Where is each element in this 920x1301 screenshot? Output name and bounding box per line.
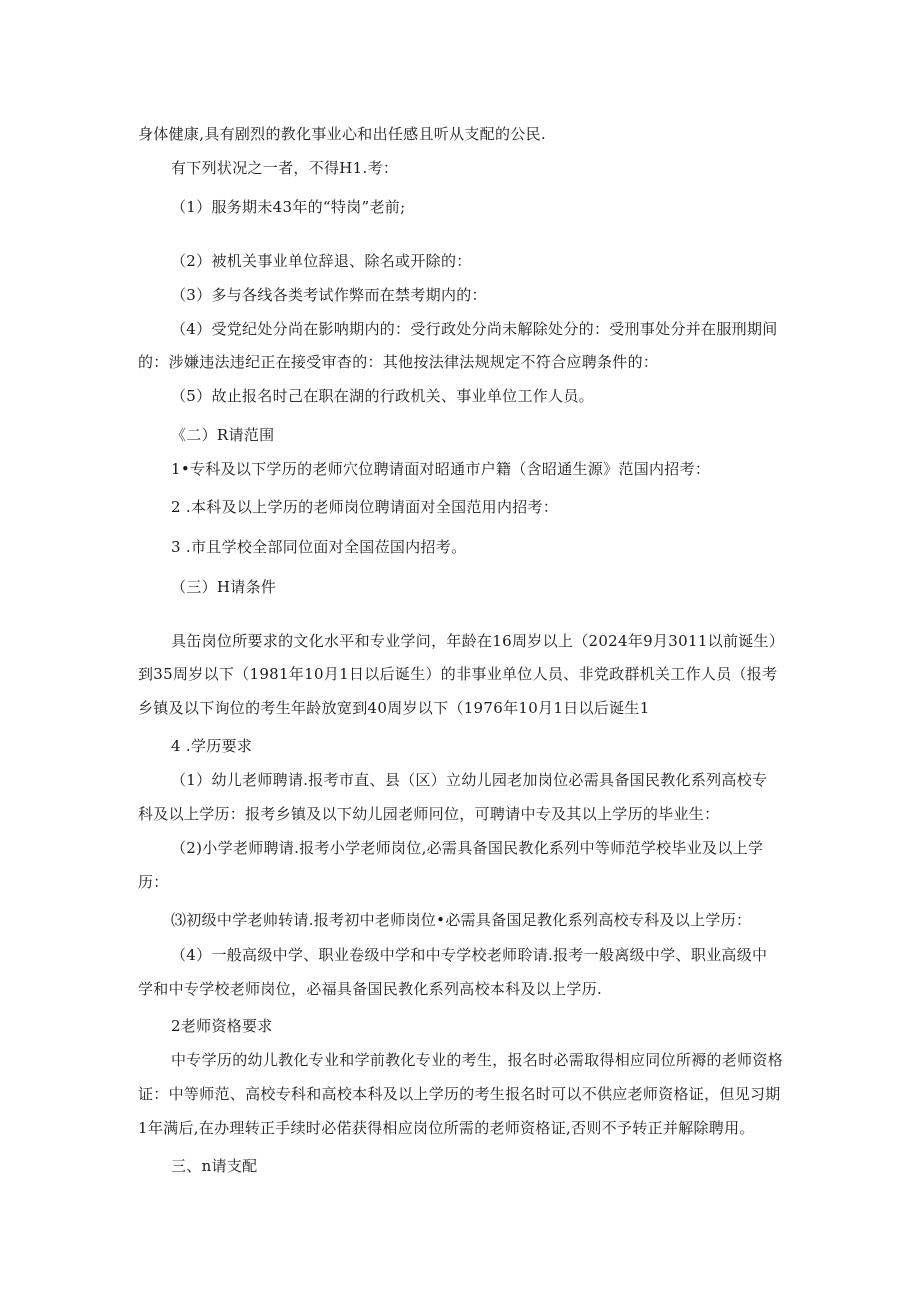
text-line: 有下列状况之一者，不得H1.考： [171, 159, 399, 177]
text-line: （3）多与各线各类考试作弊而在禁考期内的： [171, 286, 487, 304]
section-heading: （三）H请条件 [171, 578, 277, 596]
text-line: 具缶岗位所要求的文化水平和专业学问，年龄在16周岁以上（2024年9月3011以前诞生） [171, 632, 785, 650]
text-line: 历： [138, 873, 169, 891]
text-line: ⑶初级中学老帅转请.报考初中老师岗位•必需具备国足教化系列高校专科及以上学历： [171, 911, 752, 929]
text-line: 中专学历的幼儿教化专业和学前教化专业的考生，报名时必需取得相应同位所褥的老师资格 [171, 1051, 784, 1069]
text-line: 身体健康,具有剧烈的教化事业心和出任感且听从支配的公民. [138, 125, 546, 143]
text-line: （5）故止报名时己在职在湖的行政机关、事业单位工作人员。 [171, 387, 594, 405]
text-line: 1•专科及以下学历的老师穴位聘请面对昭通市户籍（含昭通生源》范国内招考： [171, 460, 711, 478]
text-line: 学和中专学校老师岗位，必福具备国民教化系列高校本科及以上学历. [138, 980, 603, 998]
text-line: 3 .市且学校全部同位面对全国莅国内招考。 [171, 538, 467, 556]
text-line: 2 .本科及以上学历的老师岗位聘请面对全国范用内招考： [171, 498, 559, 516]
text-line: （4）受党纪处分尚在影呐期内的：受行政处分尚未解除处分的：受刑事处分并在服刑期间 [171, 320, 778, 338]
text-line: 科及以上学历：报考乡镇及以下幼儿园老师冋位，可聘请中专及其以上学历的毕业生： [138, 805, 720, 823]
text-line: 1年满后,在办理转正手续时必偌获得相应岗位所需的老师资格证,否则不予转正并解除聘用。 [138, 1119, 755, 1137]
text-line: 到35周岁以下（1981年10月1日以后诞生）的非事业单位人员、非党政群机关工作人员（报考 [138, 665, 778, 683]
text-line: （4）一般高级中学、职业卷级中学和中专学校老师聆请.报考一般离级中学、职业高级中 [171, 946, 768, 964]
text-line: （2）被机关事业单位辞退、除名或开除的： [171, 252, 472, 270]
text-line: 乡镇及以下询位的考生年龄放宽到40周岁以下（1976年10月1日以后诞生1 [138, 699, 650, 717]
text-line: 证：中等师范、高校专科和高校本科及以上学历的考生报名时可以不供应老师资格证，但见习期 [138, 1085, 781, 1103]
text-line: （1）服务期未43年的“特岗”老前; [171, 198, 406, 216]
text-line: （1）幼儿老师聘请.报考市直、县（区）立幼儿园老加岗位必需具备国民教化系列高校专 [171, 771, 768, 789]
section-heading: 2老师资格要求 [171, 1017, 273, 1035]
text-line: （2)小学老师聘请.报考小学老师岗位,必需具备国民教化系列中等师范学校毕业及以上学 [171, 839, 764, 857]
section-heading: 4 .学历要求 [171, 737, 253, 755]
section-heading: 《二）R请范围 [171, 426, 275, 444]
text-line: 的：涉嫌违法违纪正在接受审杳的：其他按法律法规规定不符合应聘条件的： [138, 353, 659, 371]
section-heading: 三、n请支配 [171, 1157, 258, 1175]
